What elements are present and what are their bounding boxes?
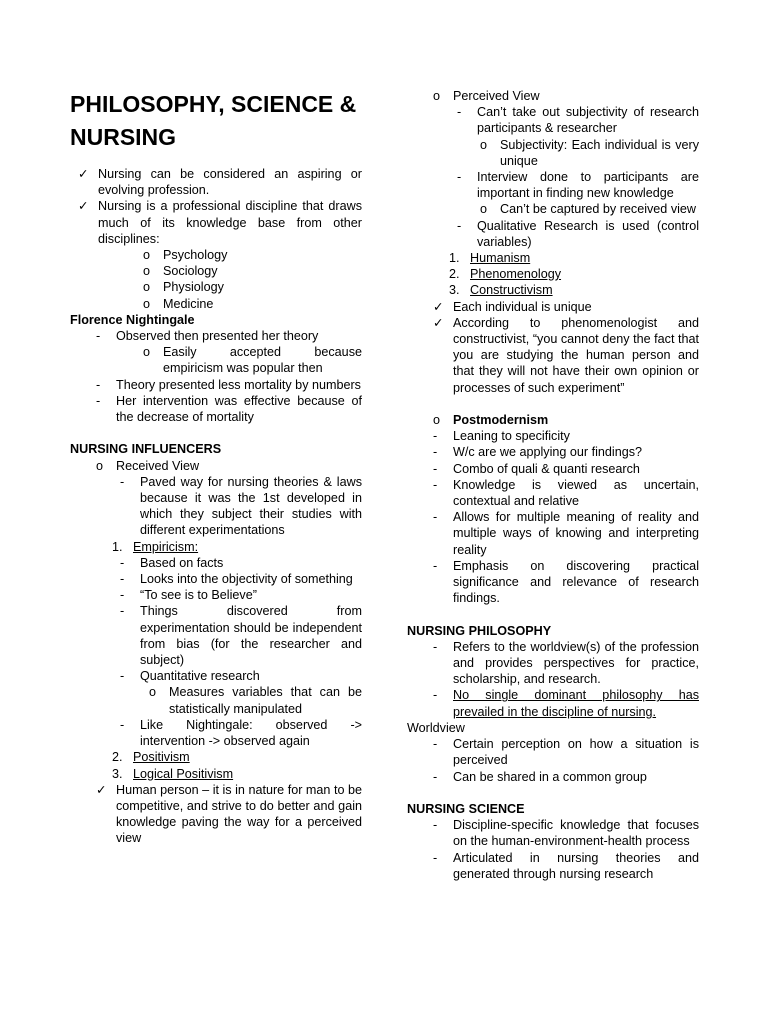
list-item bbox=[407, 315, 699, 396]
list-item bbox=[407, 817, 699, 849]
circle-bullet-icon: o bbox=[433, 89, 441, 103]
item-text: Measures variables that can be statistically manipulated bbox=[169, 685, 362, 716]
item-text: Medicine bbox=[163, 296, 214, 311]
check-icon: ✓ bbox=[433, 315, 444, 330]
item-text: Articulated in nursing theories and generated through nursing research bbox=[453, 850, 699, 881]
list-item bbox=[70, 377, 362, 393]
section-heading bbox=[407, 623, 699, 639]
item-text: Discipline-specific knowledge that focuses on the human-environment-health process bbox=[453, 818, 699, 849]
item-text: Things discovered from experimentation should be independent from bias (for the researcher and subject) bbox=[140, 604, 362, 668]
list-item bbox=[407, 137, 699, 169]
item-text: Subjectivity: Each individual is very unique bbox=[500, 137, 699, 168]
check-icon: ✓ bbox=[78, 167, 89, 181]
list-item bbox=[70, 571, 362, 587]
item-text: Humanism bbox=[470, 251, 531, 266]
check-icon: ✓ bbox=[433, 299, 444, 314]
item-text: Like Nightingale: observed -> intervention -> observed again bbox=[140, 717, 362, 749]
list-item bbox=[70, 166, 362, 198]
dash-bullet-icon: - bbox=[433, 429, 438, 444]
item-text: Phenomenology bbox=[470, 267, 562, 282]
list-item bbox=[70, 328, 362, 344]
list-item bbox=[70, 603, 362, 668]
dash-bullet-icon: - bbox=[120, 669, 125, 684]
list-item bbox=[407, 509, 699, 558]
list-item bbox=[70, 684, 362, 716]
list-number: 1. bbox=[112, 539, 123, 554]
dash-bullet-icon: - bbox=[120, 572, 125, 587]
dash-bullet-icon: - bbox=[433, 818, 438, 833]
list-item bbox=[70, 458, 362, 474]
list-item bbox=[70, 749, 362, 765]
spacer bbox=[70, 425, 362, 441]
item-text: No single dominant philosophy has prevailed in the discipline of nursing. bbox=[453, 688, 699, 719]
list-item bbox=[70, 587, 362, 603]
list-item bbox=[70, 474, 362, 539]
item-text: Interview done to participants are important in finding new knowledge bbox=[477, 170, 699, 201]
circle-bullet-icon: o bbox=[143, 264, 151, 279]
item-text: NURSING SCIENCE bbox=[407, 801, 525, 816]
item-text: Knowledge is viewed as uncertain, contextual and relative bbox=[453, 477, 699, 509]
item-text: Easily accepted because empiricism was popular then bbox=[163, 345, 362, 376]
list-item bbox=[70, 668, 362, 684]
list-item bbox=[70, 247, 362, 263]
right-column bbox=[407, 88, 699, 882]
item-text: Florence Nightingale bbox=[70, 312, 195, 327]
circle-bullet-icon: o bbox=[143, 296, 151, 311]
list-item bbox=[407, 218, 699, 250]
list-number: 3. bbox=[449, 283, 460, 298]
item-text: Qualitative Research is used (control variables) bbox=[477, 218, 699, 249]
list-number: 1. bbox=[449, 251, 460, 266]
list-item bbox=[407, 412, 699, 428]
dash-bullet-icon: - bbox=[120, 555, 125, 570]
item-text: Quantitative research bbox=[140, 669, 260, 684]
left-column bbox=[70, 88, 362, 847]
item-text: NURSING PHILOSOPHY bbox=[407, 623, 552, 638]
item-text: Theory presented less mortality by numbers bbox=[116, 377, 361, 392]
item-text: Leaning to specificity bbox=[453, 429, 570, 444]
list-item bbox=[407, 444, 699, 460]
page-title: PHILOSOPHY, SCIENCE & NURSING bbox=[70, 91, 357, 150]
item-text: According to phenomenologist and constructivist, “you cannot deny the fact that you are studying the human person and that they will not have their own opinion or processes of such experiment” bbox=[453, 315, 699, 395]
spacer bbox=[407, 785, 699, 801]
list-item bbox=[407, 477, 699, 509]
item-text: Nursing can be considered an aspiring or evolving profession. bbox=[98, 167, 362, 198]
left-notes bbox=[70, 166, 362, 847]
list-item bbox=[70, 198, 362, 247]
dash-bullet-icon: - bbox=[120, 604, 125, 619]
dash-bullet-icon: - bbox=[433, 461, 438, 476]
dash-bullet-icon: - bbox=[433, 688, 438, 703]
item-text: Perceived View bbox=[453, 89, 540, 103]
item-text: Psychology bbox=[163, 248, 228, 263]
dash-bullet-icon: - bbox=[457, 218, 462, 233]
list-item bbox=[407, 299, 699, 315]
dash-bullet-icon: - bbox=[457, 105, 462, 120]
section-heading bbox=[407, 720, 699, 736]
item-text: W/c are we applying our findings? bbox=[453, 445, 643, 460]
dash-bullet-icon: - bbox=[96, 329, 101, 344]
check-icon: ✓ bbox=[96, 782, 107, 797]
spacer bbox=[407, 396, 699, 412]
item-text: Human person – it is in nature for man to be competitive, and strive to do better and gain knowledge paving the way for a perceived view bbox=[116, 782, 362, 846]
list-item bbox=[70, 393, 362, 425]
dash-bullet-icon: - bbox=[433, 850, 438, 865]
circle-bullet-icon: o bbox=[96, 458, 104, 473]
list-item bbox=[407, 104, 699, 136]
item-text: Positivism bbox=[133, 750, 190, 765]
circle-bullet-icon: o bbox=[480, 137, 488, 152]
dash-bullet-icon: - bbox=[433, 639, 438, 654]
item-text: Paved way for nursing theories & laws because it was the 1st developed in which they subject their studies with different experimentations bbox=[140, 474, 362, 538]
list-number: 3. bbox=[112, 766, 123, 781]
circle-bullet-icon: o bbox=[143, 345, 151, 360]
list-item bbox=[407, 428, 699, 444]
dash-bullet-icon: - bbox=[120, 588, 125, 603]
dash-bullet-icon: - bbox=[433, 477, 438, 492]
item-text: Constructivism bbox=[470, 283, 553, 298]
circle-bullet-icon: o bbox=[433, 413, 441, 428]
item-text: Received View bbox=[116, 458, 200, 473]
list-item bbox=[407, 201, 699, 217]
list-item bbox=[70, 539, 362, 555]
section-heading bbox=[407, 801, 699, 817]
list-item bbox=[70, 555, 362, 571]
circle-bullet-icon: o bbox=[143, 248, 151, 263]
list-item bbox=[70, 263, 362, 279]
item-text: Based on facts bbox=[140, 555, 224, 570]
list-item bbox=[407, 639, 699, 688]
dash-bullet-icon: - bbox=[433, 445, 438, 460]
list-item bbox=[70, 717, 362, 749]
list-item bbox=[70, 344, 362, 376]
list-item bbox=[70, 296, 362, 312]
list-item bbox=[70, 279, 362, 295]
item-text: Each individual is unique bbox=[453, 299, 592, 314]
list-item bbox=[407, 736, 699, 768]
dash-bullet-icon: - bbox=[120, 717, 125, 732]
section-heading bbox=[70, 312, 362, 328]
dash-bullet-icon: - bbox=[433, 769, 438, 784]
item-text: Empiricism: bbox=[133, 539, 199, 554]
circle-bullet-icon: o bbox=[149, 685, 157, 700]
dash-bullet-icon: - bbox=[433, 737, 438, 752]
item-text: Postmodernism bbox=[453, 413, 549, 428]
list-item bbox=[407, 769, 699, 785]
item-text: Worldview bbox=[407, 720, 465, 735]
list-item bbox=[407, 250, 699, 266]
circle-bullet-icon: o bbox=[480, 202, 488, 217]
dash-bullet-icon: - bbox=[433, 510, 438, 525]
item-text: Looks into the objectivity of something bbox=[140, 572, 353, 587]
spacer bbox=[407, 606, 699, 622]
list-item bbox=[407, 282, 699, 298]
list-item bbox=[407, 88, 699, 104]
right-notes bbox=[407, 88, 699, 882]
item-text: Emphasis on discovering practical significance and relevance of research findings. bbox=[453, 558, 699, 606]
list-number: 2. bbox=[449, 267, 460, 282]
check-icon: ✓ bbox=[78, 199, 89, 214]
dash-bullet-icon: - bbox=[96, 393, 101, 408]
item-text: “To see is to Believe” bbox=[140, 588, 257, 603]
list-item bbox=[70, 766, 362, 782]
list-item bbox=[407, 558, 699, 607]
item-text: Logical Positivism bbox=[133, 766, 234, 781]
item-text: NURSING INFLUENCERS bbox=[70, 442, 222, 457]
item-text: Combo of quali & quanti research bbox=[453, 461, 640, 476]
list-number: 2. bbox=[112, 750, 123, 765]
item-text: Can be shared in a common group bbox=[453, 769, 647, 784]
item-text: Physiology bbox=[163, 280, 224, 295]
section-heading bbox=[70, 441, 362, 457]
item-text: Certain perception on how a situation is perceived bbox=[453, 737, 699, 768]
list-item bbox=[407, 850, 699, 882]
item-text: Can’t take out subjectivity of research participants & researcher bbox=[477, 105, 699, 136]
list-item bbox=[407, 169, 699, 201]
item-text: Her intervention was effective because of the decrease of mortality bbox=[116, 393, 362, 425]
item-text: Allows for multiple meaning of reality and multiple ways of knowing and interpreting reality bbox=[453, 510, 699, 557]
item-text: Nursing is a professional discipline that draws much of its knowledge base from other disciplines: bbox=[98, 199, 362, 246]
item-text: Refers to the worldview(s) of the profession and provides perspectives for practice, scholarship, and research. bbox=[453, 639, 699, 687]
item-text: Sociology bbox=[163, 264, 218, 279]
list-item bbox=[407, 687, 699, 719]
item-text: Observed then presented her theory bbox=[116, 329, 319, 344]
list-item bbox=[407, 461, 699, 477]
list-item bbox=[70, 782, 362, 847]
dash-bullet-icon: - bbox=[120, 474, 125, 489]
circle-bullet-icon: o bbox=[143, 280, 151, 295]
list-item bbox=[407, 266, 699, 282]
dash-bullet-icon: - bbox=[457, 170, 462, 185]
dash-bullet-icon: - bbox=[96, 377, 101, 392]
item-text: Can’t be captured by received view bbox=[500, 202, 697, 217]
dash-bullet-icon: - bbox=[433, 558, 438, 573]
